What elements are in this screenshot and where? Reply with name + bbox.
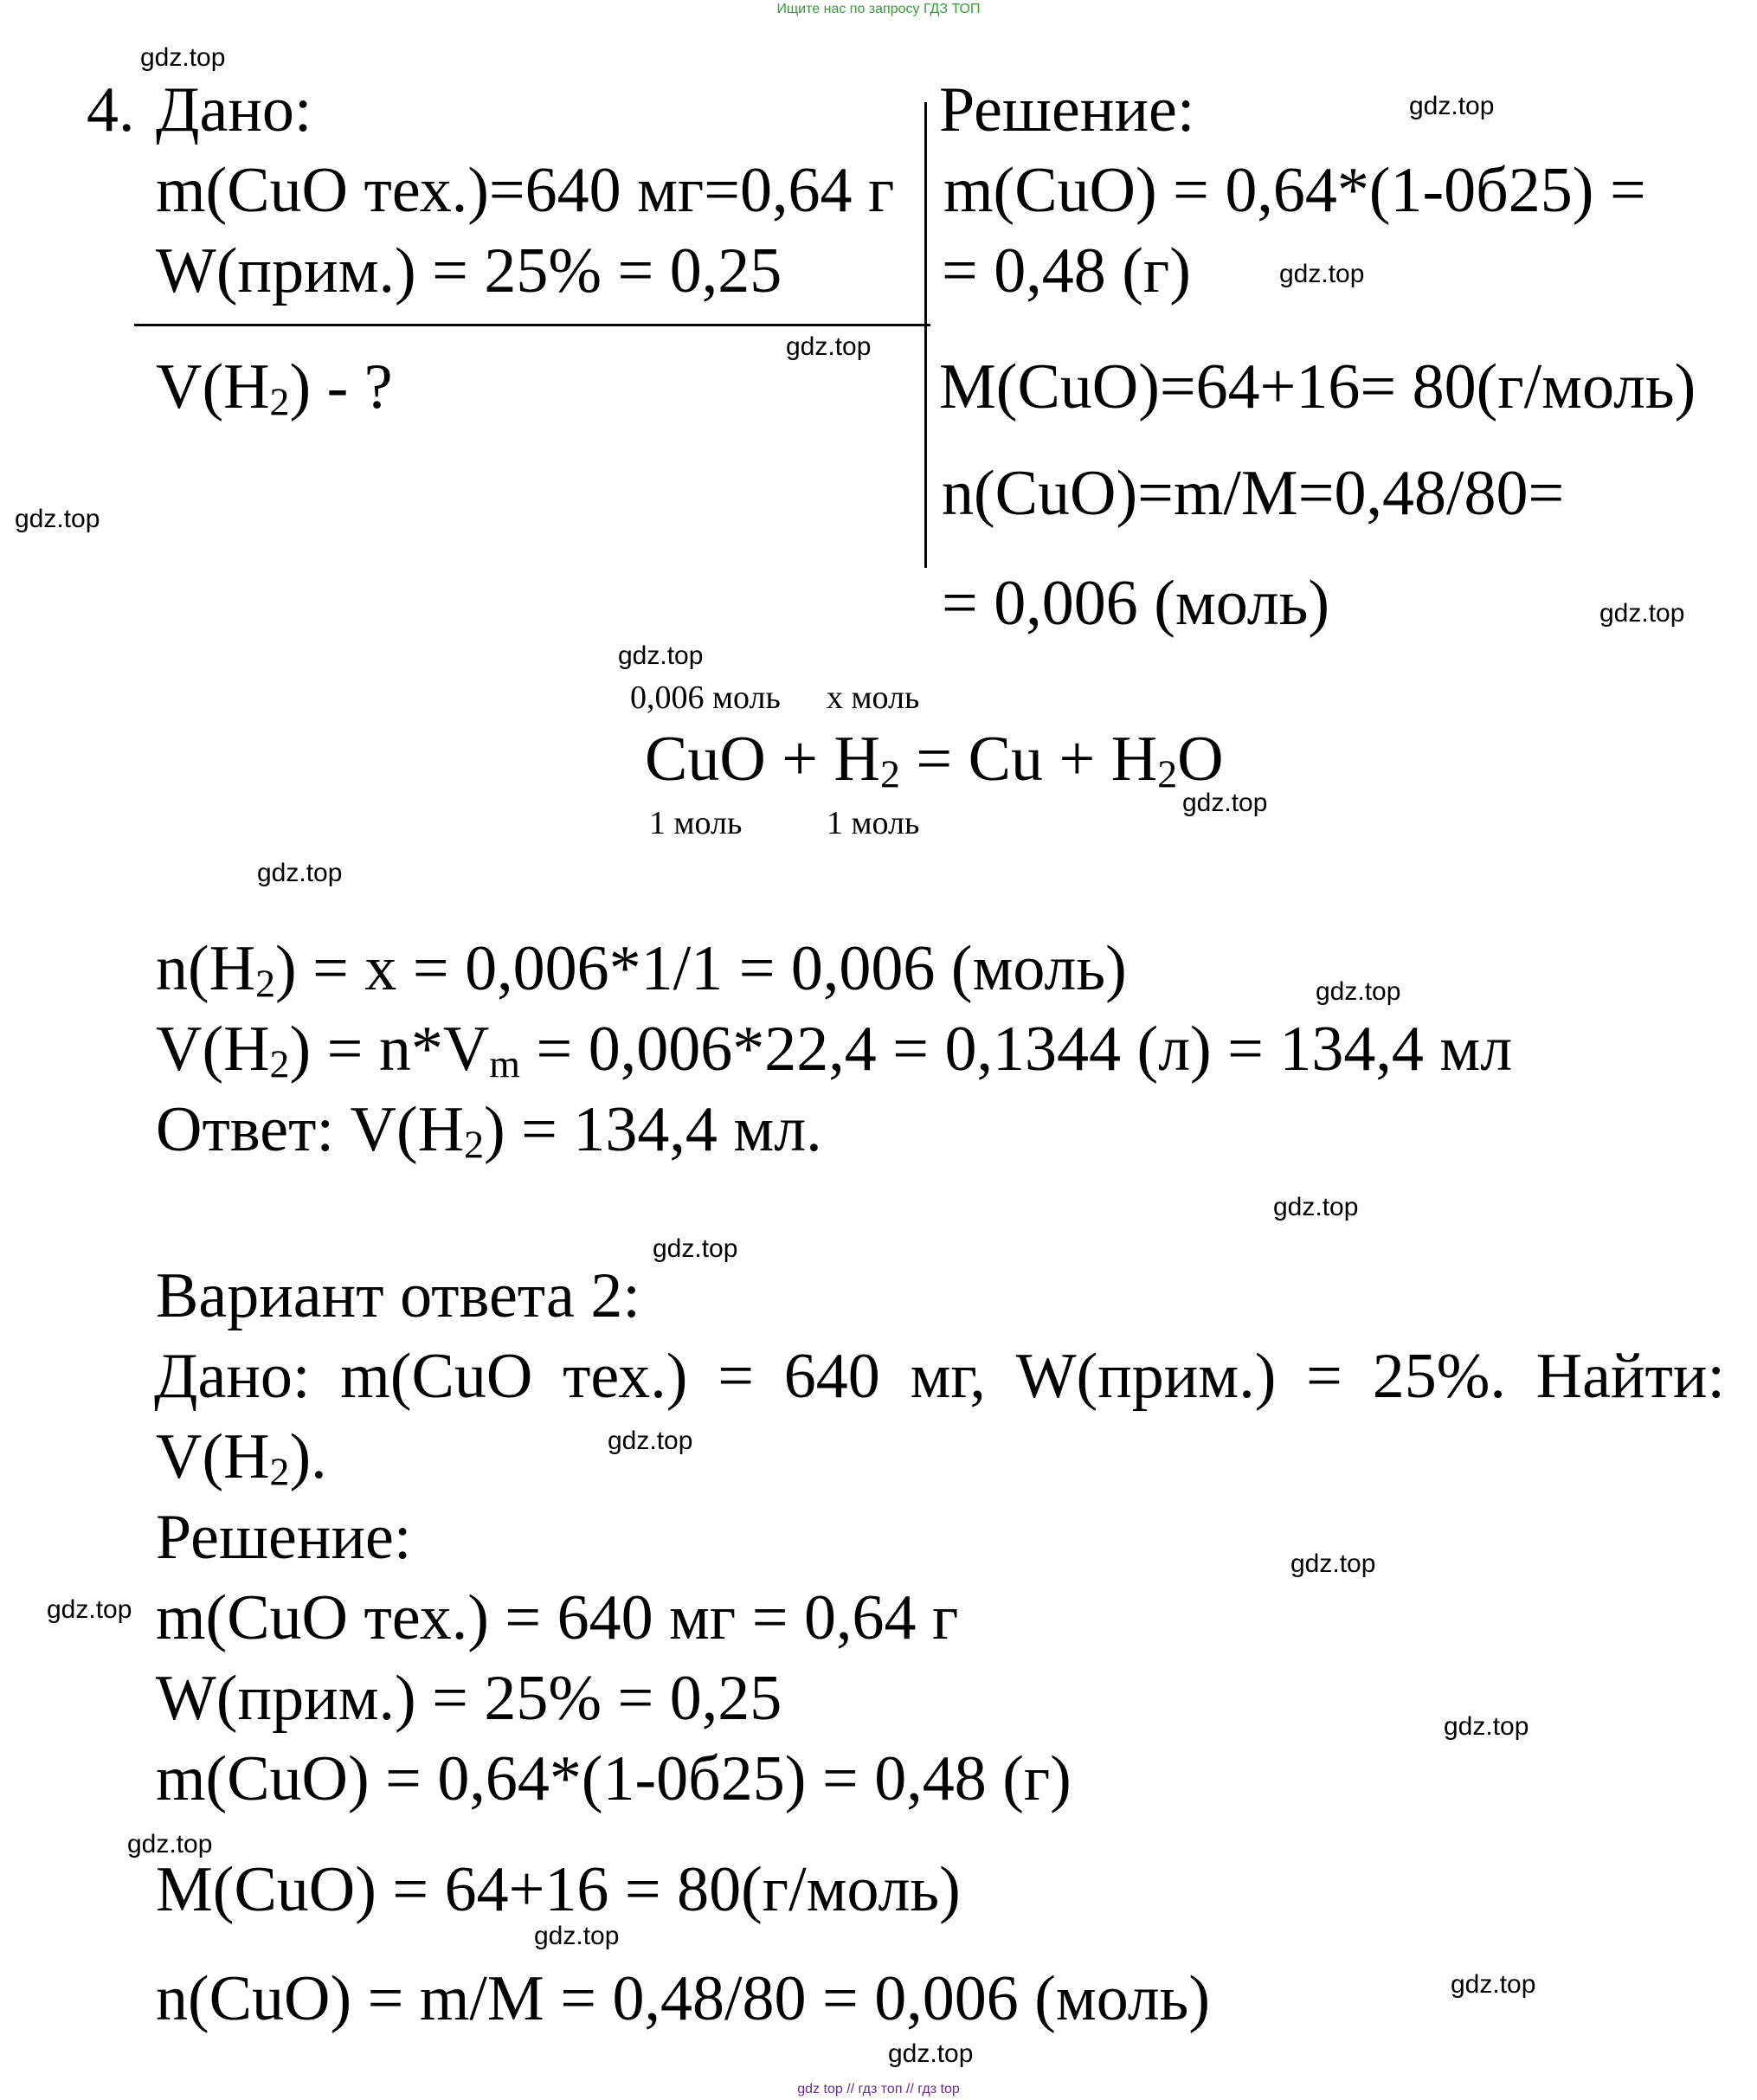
- watermark: gdz.top: [653, 1234, 738, 1263]
- solution-title: Решение:: [939, 74, 1195, 145]
- calc-line-2: $V(H_2) = n*V_m = 0,006*22,4 = 0,1344$ (л) = 134,4 мл: [156, 1014, 1513, 1086]
- solution-line-4: n(CuO)=m/M=0,48/80=: [942, 458, 1565, 529]
- solution-line-2: = 0,48 (г): [942, 235, 1191, 306]
- calc-line-1: $n(H_2) = x = 0,006*1/1 = 0,006$ (моль): [156, 933, 1127, 1006]
- equation-below-right: 1 моль: [827, 805, 920, 841]
- watermark: gdz.top: [608, 1427, 693, 1455]
- reaction-equation: CuO + $H_2 = Cu + H_2O$: [645, 724, 1224, 796]
- variant2-line-2: W(прим.) = 25% = 0,25: [156, 1663, 782, 1734]
- watermark: gdz.top: [140, 43, 226, 72]
- answer-line: Ответ: $V(H_2) = 134,4$ мл.: [156, 1094, 822, 1167]
- given-title: Дано:: [156, 74, 312, 145]
- watermark: gdz.top: [534, 1922, 620, 1950]
- watermark: gdz.top: [1451, 1970, 1536, 1999]
- given-line-1: m(CuO тех.)=640 мг=0,64 г: [156, 155, 895, 226]
- variant2-given: Дано: m(CuO тех.) = 640 мг, W(прим.) = 25%. Найти:: [154, 1341, 1726, 1412]
- watermark: gdz.top: [1409, 92, 1495, 120]
- footer-note: gdz top // гдз топ // гдз top: [797, 2082, 960, 2097]
- variant2-line-3: m(CuO) = 0,64*(1-0б25) = 0,48 (г): [156, 1743, 1072, 1814]
- watermark: gdz.top: [1182, 789, 1268, 817]
- watermark: gdz.top: [1599, 599, 1685, 628]
- problem-number: 4.: [87, 74, 135, 145]
- variant2-given-cont: $V(H_2)$.: [156, 1421, 327, 1494]
- solution-line-3: M(CuO)=64+16= 80(г/моль): [939, 351, 1696, 422]
- watermark: gdz.top: [15, 505, 100, 533]
- watermark: gdz.top: [1279, 260, 1365, 288]
- given-divider: [134, 324, 930, 326]
- watermark: gdz.top: [1273, 1193, 1359, 1221]
- watermark: gdz.top: [127, 1830, 213, 1858]
- watermark: gdz.top: [1316, 977, 1401, 1006]
- watermark: gdz.top: [257, 859, 343, 887]
- watermark: gdz.top: [1290, 1549, 1376, 1578]
- variant2-title: Вариант ответа 2:: [156, 1260, 640, 1331]
- watermark: gdz.top: [47, 1595, 132, 1624]
- variant2-line-4: M(CuO) = 64+16 = 80(г/моль): [156, 1854, 961, 1925]
- given-line-2: W(прим.) = 25% = 0,25: [156, 235, 782, 306]
- equation-below-left: 1 моль: [649, 805, 743, 841]
- solution-line-5: = 0,006 (моль): [942, 568, 1330, 639]
- find-line: $V(H_2)$ - ?: [156, 351, 393, 424]
- watermark: gdz.top: [786, 332, 872, 361]
- top-search-note: Ищите нас по запросу ГДЗ ТОП: [776, 2, 981, 16]
- solution-divider: [924, 102, 927, 568]
- watermark: gdz.top: [618, 641, 704, 670]
- variant2-solution-title: Решение:: [156, 1502, 412, 1573]
- variant2-line-5: n(CuO) = m/M = 0,48/80 = 0,006 (моль): [156, 1963, 1211, 2034]
- variant2-line-1: m(CuO тех.) = 640 мг = 0,64 г: [156, 1582, 959, 1653]
- equation-above-right: х моль: [827, 680, 920, 716]
- watermark: gdz.top: [1444, 1712, 1529, 1741]
- equation-above-left: 0,006 моль: [630, 680, 781, 716]
- watermark: gdz.top: [888, 2039, 974, 2068]
- solution-line-1: m(CuO) = 0,64*(1-0б25) =: [943, 155, 1646, 226]
